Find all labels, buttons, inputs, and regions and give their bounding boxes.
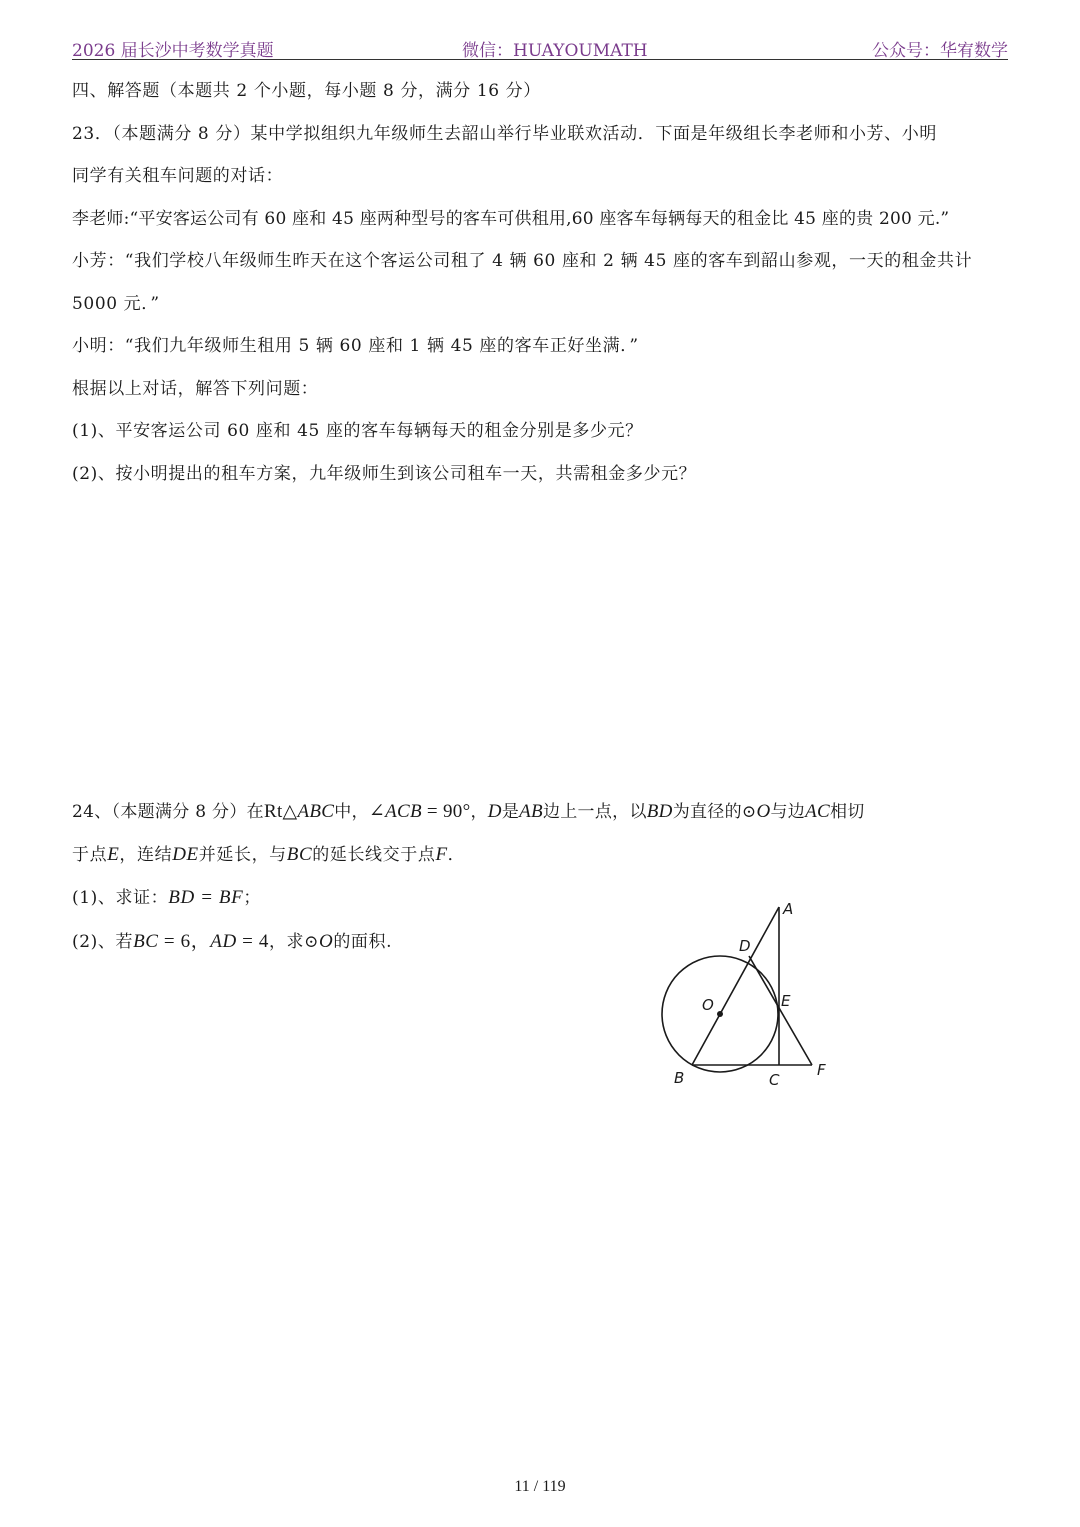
q24-part-1 [72, 883, 261, 909]
q23-prompt: 根据以上对话，解答下列问题： [72, 379, 319, 399]
q24-eq4: = 4 [236, 931, 269, 952]
q24-abc: ABC [297, 801, 335, 822]
q24-e: E [107, 844, 120, 865]
q24-text: 并延长，与 [198, 845, 287, 865]
label-o: O [702, 996, 714, 1014]
header-official-account: 公众号：华宥数学 [872, 41, 1008, 61]
header-left-title: 2026 届长沙中考数学真题 [72, 41, 274, 61]
page-number: 11 / 119 [514, 1478, 566, 1495]
q24-text: 为直径的⊙ [672, 802, 757, 822]
q24-eq90: = 90° [421, 801, 471, 822]
q24-line-1 [72, 797, 865, 823]
q24-text: ，连结 [119, 845, 173, 865]
q24-f: F [435, 844, 448, 865]
label-c: C [769, 1071, 780, 1089]
q24-ac: AC [805, 801, 830, 822]
q24-ab: AB [519, 801, 543, 822]
q24-bd-eq-bf: BD = BF [168, 887, 244, 908]
q24-text: 中， [334, 802, 369, 822]
q24-angle: ∠ACB [368, 801, 422, 822]
q23-line-1: 23．（本题满分 8 分）某中学拟组织九年级师生去韶山举行毕业联欢活动．下面是年级组长李老师和小芳、小明 [72, 124, 937, 144]
q24-text: (2)、若 [72, 932, 134, 952]
q24-o: O [319, 931, 334, 952]
q24-eq6: = 6， [158, 931, 211, 952]
q24-text: ； [243, 888, 261, 908]
q24-text: 于点 [72, 845, 108, 865]
q24-part-2 [72, 926, 392, 953]
q24-text: ， [470, 802, 488, 822]
q23-part-1: (1)、平安客运公司 60 座和 45 座的客车每辆每天的租金分别是多少元？ [72, 421, 643, 441]
center-point-o [717, 1011, 723, 1017]
q24-text: (1)、求证： [72, 888, 169, 908]
section-title: 四、解答题（本题共 2 个小题，每小题 8 分，满分 16 分） [72, 81, 541, 101]
q24-text: 的面积. [333, 932, 393, 952]
q24-bd: BD [646, 801, 673, 822]
header-wechat: 微信：HUAYOUMATH [462, 41, 648, 61]
page-header [72, 30, 1008, 60]
q24-text: 边上一点，以 [542, 802, 647, 822]
label-b: B [674, 1069, 685, 1087]
q24-line-2 [72, 840, 465, 866]
q24-text: 是 [501, 802, 520, 822]
q24-text: 的延长线交于点 [312, 845, 436, 865]
q23-part-2: (2)、按小明提出的租车方案，九年级师生到该公司租车一天，共需租金多少元？ [72, 464, 697, 484]
q24-text: 与边 [770, 802, 806, 822]
geometry-figure [650, 890, 840, 1100]
q24-bc: BC [133, 931, 159, 952]
q24-text: 24、（本题满分 8 分）在 [72, 802, 264, 822]
q24-text: 相切 [829, 802, 865, 822]
q23-fang-dialogue-2: 5000 元．” [72, 294, 160, 314]
label-e: E [781, 992, 791, 1010]
header-divider [72, 59, 1008, 60]
q24-text: ． [447, 845, 466, 865]
q24-ad: AD [210, 931, 237, 952]
q24-rt: Rt△ [263, 801, 298, 822]
q23-line-2: 同学有关租车问题的对话： [72, 166, 284, 186]
q23-fang-dialogue-1: 小芳：“我们学校八年级师生昨天在这个客运公司租了 4 辆 60 座和 2 辆 45 座的客车到韶山参观，一天的租金共计 [72, 251, 973, 271]
q24-text: ，求⊙ [268, 932, 319, 952]
segment-df [749, 956, 812, 1065]
label-f: F [817, 1061, 826, 1079]
q24-de: DE [172, 844, 199, 865]
q23-ming-dialogue: 小明：“我们九年级师生租用 5 辆 60 座和 1 辆 45 座的客车正好坐满．” [72, 336, 639, 356]
q24-o: O [756, 801, 771, 822]
q23-teacher-dialogue: 李老师:“平安客运公司有 60 座和 45 座两种型号的客车可供租用,60 座客车每辆每天的租金比 45 座的贵 200 元.” [72, 209, 950, 229]
label-d: D [739, 937, 751, 955]
q24-bc: BC [286, 844, 313, 865]
label-a: A [783, 900, 794, 918]
q24-d: D [487, 801, 502, 822]
